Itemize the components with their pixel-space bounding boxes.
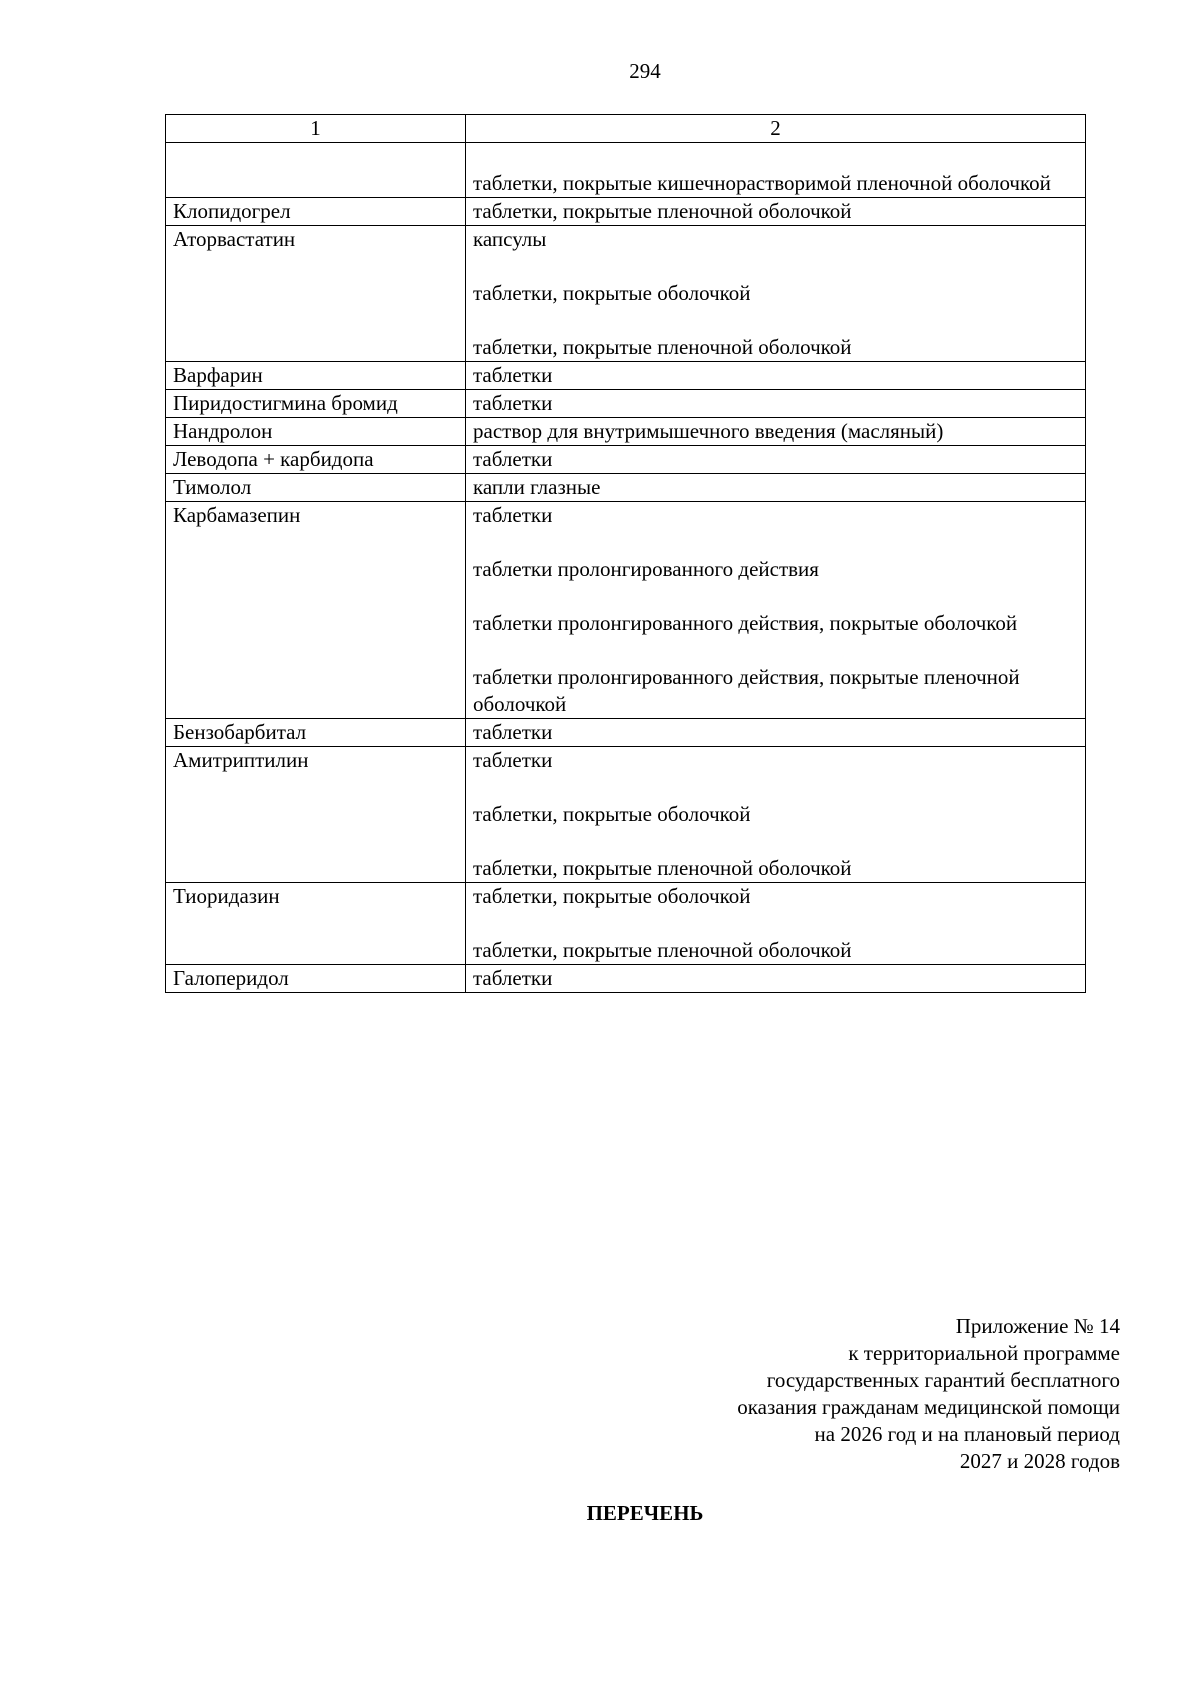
dosage-forms-cell (466, 719, 1086, 747)
drug-table (165, 114, 1086, 993)
drug-name-cell: Бензобарбитал (166, 719, 466, 747)
drug-name-cell: Пиридостигмина бромид (166, 390, 466, 418)
drug-name-cell: Карбамазепин (166, 502, 466, 719)
dosage-forms-cell (466, 502, 1086, 719)
dosage-forms-cell (466, 362, 1086, 390)
table-row (166, 474, 1086, 502)
dosage-forms-cell (466, 883, 1086, 965)
table-row (166, 747, 1086, 883)
table-row (166, 143, 1086, 198)
dosage-forms-cell (466, 198, 1086, 226)
dosage-form: таблетки (473, 447, 553, 471)
dosage-forms-cell (466, 418, 1086, 446)
drug-name-cell: Леводопа + карбидопа (166, 446, 466, 474)
drug-name-cell: Тиоридазин (166, 883, 466, 965)
drug-name-cell: Варфарин (166, 362, 466, 390)
dosage-form: таблетки (473, 748, 553, 772)
drug-name-cell (166, 143, 466, 198)
dosage-form: таблетки, покрытые оболочкой (473, 884, 751, 908)
table-row (166, 719, 1086, 747)
appendix-line: Приложение № 14 (955, 1314, 1120, 1338)
dosage-forms-cell (466, 965, 1086, 993)
dosage-form: таблетки пролонгированного действия, покрытые пленочной оболочкой (473, 665, 1020, 716)
dosage-form: таблетки пролонгированного действия (473, 557, 819, 581)
table-row (166, 502, 1086, 719)
column-header-1: 1 (166, 115, 466, 143)
table-row (166, 965, 1086, 993)
table-header-row (166, 115, 1086, 143)
dosage-form: капсулы (473, 227, 547, 251)
appendix-line: государственных гарантий бесплатного (766, 1368, 1120, 1392)
dosage-form: таблетки, покрытые кишечнорастворимой пленочной оболочкой (473, 171, 1051, 195)
appendix-line: на 2026 год и на плановый период (814, 1422, 1120, 1446)
page-number: 294 (629, 59, 661, 83)
document-heading: ПЕРЕЧЕНЬ (586, 1501, 704, 1525)
dosage-form: таблетки, покрытые оболочкой (473, 281, 751, 305)
dosage-form: раствор для внутримышечного введения (масляный) (473, 419, 944, 443)
dosage-form: таблетки, покрытые оболочкой (473, 802, 751, 826)
drug-name-cell: Амитриптилин (166, 747, 466, 883)
dosage-forms-cell (466, 390, 1086, 418)
drug-name-cell: Нандролон (166, 418, 466, 446)
dosage-form: таблетки (473, 720, 553, 744)
drug-name-cell: Тимолол (166, 474, 466, 502)
drug-name-cell: Аторвастатин (166, 226, 466, 362)
appendix-line: 2027 и 2028 годов (959, 1449, 1120, 1473)
appendix-line: к территориальной программе (848, 1341, 1120, 1365)
drug-name-cell: Галоперидол (166, 965, 466, 993)
table-row (166, 390, 1086, 418)
dosage-form: таблетки (473, 966, 553, 990)
appendix-line: оказания гражданам медицинской помощи (737, 1395, 1120, 1419)
appendix-caption (600, 1313, 1120, 1475)
dosage-form: таблетки пролонгированного действия, покрытые оболочкой (473, 611, 1018, 635)
table-row (166, 883, 1086, 965)
dosage-forms-cell (466, 143, 1086, 198)
dosage-form: таблетки (473, 503, 553, 527)
column-header-2: 2 (466, 115, 1086, 143)
dosage-forms-cell (466, 226, 1086, 362)
dosage-form: таблетки, покрытые пленочной оболочкой (473, 199, 852, 223)
dosage-forms-cell (466, 474, 1086, 502)
dosage-form: таблетки, покрытые пленочной оболочкой (473, 856, 852, 880)
dosage-forms-cell (466, 446, 1086, 474)
table-row (166, 226, 1086, 362)
drug-name-cell: Клопидогрел (166, 198, 466, 226)
dosage-form: таблетки (473, 363, 553, 387)
table-row (166, 446, 1086, 474)
dosage-form: таблетки (473, 391, 553, 415)
dosage-forms-cell (466, 747, 1086, 883)
dosage-form: капли глазные (473, 475, 601, 499)
dosage-form: таблетки, покрытые пленочной оболочкой (473, 938, 852, 962)
dosage-form: таблетки, покрытые пленочной оболочкой (473, 335, 852, 359)
table-row (166, 362, 1086, 390)
table-row (166, 418, 1086, 446)
table-row (166, 198, 1086, 226)
